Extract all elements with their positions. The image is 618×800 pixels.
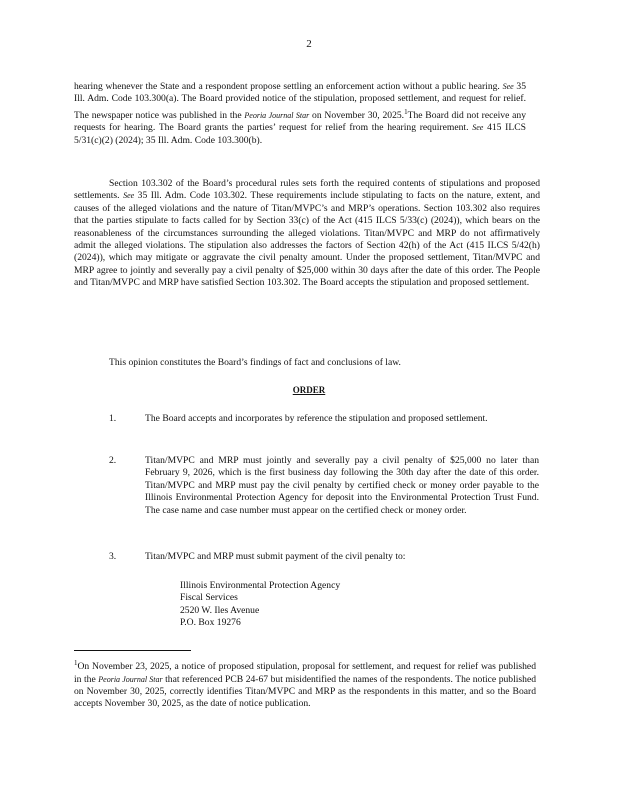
newspaper-name: Peoria Journal Star [244,111,310,120]
citation-signal: See [472,123,484,133]
text: 35 Ill. Adm. Code 103.302. These requirements include stipulating to facts on the nature, extent, and causes of the alleged violations and the nature of Titan/MVPC’s and MRP’s operations. Section 103.302 also requires that the parties stipulate to facts called for by Section 33(c) of the Act (415 ILCS 5/33(c) (2024)), which bears on the reasonableness of the circumstances surrounding the alleged violations. Titan/MVPC and MRP do not affirmatively admit the alleged violations. The stipulation also addresses the factors of Section 42(h) of the Act (415 ILCS 5/42(h) (2024)), which may mitigate or aggravate the civil penalty amount. Under the proposed settlement, Titan/MVPC and MRP agree to jointly and severally pay a civil penalty of $25,000 within 30 days after the date of this order. The People and Titan/MVPC and MRP have satisfied Section 103.302. The Board accepts the stipulation and proposed settlement. [74,190,540,289]
citation-signal: See [502,82,514,91]
order-heading: ORDER [292,385,326,395]
text: Section 103.302 of the Board’s procedural rules sets forth the required contents of stipulations and proposed settlements. [74,178,540,202]
paragraph-findings: This opinion constitutes the Board’s findings of fact and conclusions of law. [109,357,401,368]
order-item-text: The Board accepts and incorporates by reference the stipulation and proposed settlement. [145,413,488,424]
text: on November 30, 2025. [312,110,405,121]
footnote-mark: 1 [74,659,78,667]
text: The Board did not receive any requests for hearing. The Board grants the parties’ request for relief from the hearing requirement. [74,110,526,134]
address-line: Illinois Environmental Protection Agency [180,580,341,591]
text: 415 ILCS 5/31(c)(2) (2024); 35 Ill. Adm. Code 103.300(b). [74,122,526,146]
footnote-divider [74,650,191,651]
order-item [109,455,539,517]
order-item-number: 1. [109,413,117,424]
page-number: 2 [306,38,312,50]
text: 35 Ill. Adm. Code 103.300(a). The Board provided notice of the stipulation, proposed settlement, and request for relief. The newspaper notice was published in the [74,81,526,121]
order-item [109,413,539,425]
paragraph-public-hearing [74,81,526,147]
text: hearing whenever the State and a respondent propose settling an enforcement action without a public hearing. [74,81,500,92]
newspaper-name: Peoria Journal Star [98,674,163,684]
address-line: Fiscal Services [180,592,238,604]
text: On November 23, 2025, a notice of proposed stipulation, proposal for settlement, and request for relief was published in the [74,661,536,685]
address-line: P.O. Box 19276 [180,617,241,629]
order-item-text: Titan/MVPC and MRP must jointly and severally pay a civil penalty of $25,000 no later than February 9, 2026, which is the first business day following the 30th day after the date of this order. Titan/MVPC and MRP must pay the civil penalty by certified check or money order payable to the Illinois Environmental Protection Agency for deposit into the Environmental Protection Trust Fund. The case name and case number must appear on the certified check or money order. [145,455,539,516]
order-item-text: Titan/MVPC and MRP must submit payment of the civil penalty to: [145,551,406,562]
footnote [74,657,536,711]
address-line: 2520 W. Iles Avenue [180,604,260,616]
citation-signal: See [123,191,135,201]
footnote-reference[interactable]: 1 [404,107,408,116]
paragraph-section-103-302 [74,178,540,290]
order-item-number: 3. [109,551,117,562]
text: that referenced PCB 24-67 but misidentified the names of the respondents. The notice published on November 30, 2025, correctly identifies Titan/MVPC and MRP as the respondents in this matter, and so the Board accepts November 30, 2025, as the date of notice publication. [74,673,537,710]
order-item [109,551,539,563]
payment-address [180,580,340,630]
order-item-number: 2. [109,455,117,466]
